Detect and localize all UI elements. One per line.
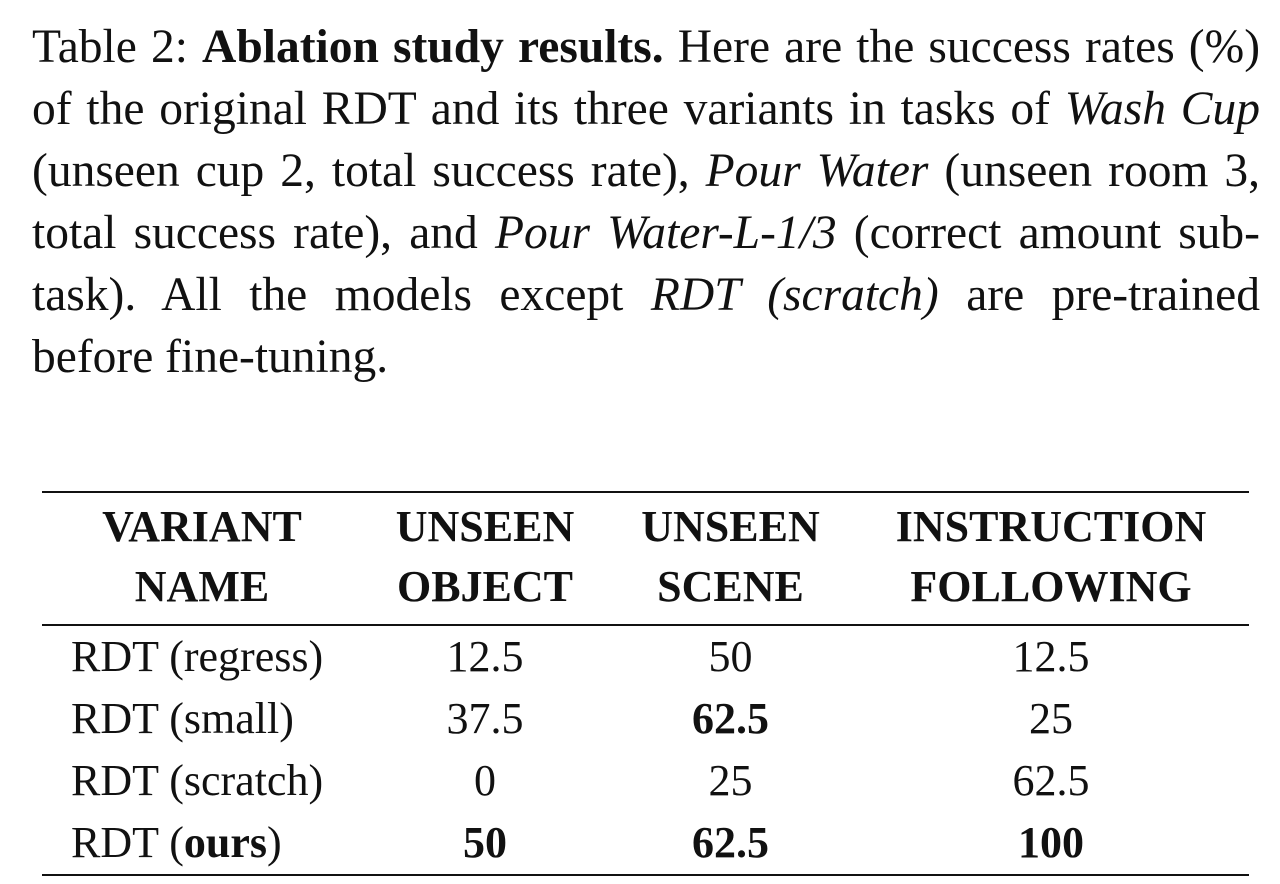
caption-task-wash-cup: Wash Cup — [1064, 83, 1260, 135]
cell-instruction-following: 100 — [1018, 818, 1084, 867]
header-line: UNSEEN — [395, 502, 575, 551]
caption-task-pour-water: Pour Water — [705, 145, 929, 197]
cell-unseen-scene: 62.5 — [692, 694, 769, 743]
caption-model-ref: RDT (scratch) — [650, 269, 939, 321]
variant-suffix: ) — [279, 694, 294, 743]
caption-text-5: are pre-trained before fine-tuning. — [32, 269, 1260, 383]
table-row — [42, 688, 1249, 750]
variant-prefix: RDT ( — [71, 632, 184, 681]
table-caption — [32, 16, 1260, 388]
variant-prefix: RDT ( — [71, 694, 184, 743]
row-variant-name — [42, 812, 362, 875]
variant-label: scratch — [183, 756, 309, 805]
row-variant-name — [42, 688, 362, 750]
cell-unseen-object: 12.5 — [446, 632, 524, 681]
caption-text-3: (unseen room 3, total success rate), and — [32, 145, 1261, 259]
results-table-container — [42, 491, 1249, 876]
cell-instruction-following: 62.5 — [1012, 756, 1090, 805]
header-unseen-scene — [608, 492, 853, 625]
header-line: SCENE — [657, 562, 804, 611]
table-row — [42, 625, 1249, 688]
cell-unseen-object: 37.5 — [446, 694, 524, 743]
header-line: FOLLOWING — [910, 562, 1192, 611]
header-line: VARIANT — [102, 502, 302, 551]
variant-suffix: ) — [266, 818, 282, 867]
table-row — [42, 812, 1249, 875]
caption-text-1: Here are the success rates (%) of the original RDT and its three variants in tasks of — [32, 21, 1261, 135]
variant-label: small — [183, 694, 280, 743]
row-variant-name — [42, 750, 362, 812]
variant-prefix: RDT ( — [71, 818, 184, 867]
variant-prefix: RDT ( — [71, 756, 184, 805]
cell-unseen-scene: 62.5 — [692, 818, 769, 867]
header-line: OBJECT — [396, 562, 574, 611]
caption-text-2: (unseen cup 2, total success rate), — [32, 145, 690, 197]
header-variant-name — [42, 492, 362, 625]
caption-label: Table 2: — [32, 21, 188, 73]
cell-unseen-scene: 25 — [708, 756, 753, 805]
caption-title: Ablation study results. — [202, 21, 664, 73]
variant-suffix: ) — [308, 756, 324, 805]
header-line: UNSEEN — [641, 502, 820, 551]
header-line: NAME — [134, 562, 270, 611]
caption-task-pour-water-l: Pour Water-L-1/3 — [494, 207, 837, 259]
header-instruction-following — [853, 492, 1249, 625]
row-variant-name — [42, 625, 362, 688]
table-row — [42, 750, 1249, 812]
header-unseen-object — [362, 492, 608, 625]
cell-instruction-following: 12.5 — [1012, 632, 1090, 681]
cell-unseen-object: 0 — [474, 756, 496, 805]
variant-label: regress — [183, 632, 309, 681]
cell-unseen-object: 50 — [463, 818, 507, 867]
header-line: INSTRUCTION — [895, 502, 1207, 551]
variant-suffix: ) — [308, 632, 324, 681]
results-table — [42, 491, 1249, 876]
cell-instruction-following: 25 — [1029, 694, 1073, 743]
variant-label: ours — [183, 818, 267, 867]
table-header-row — [42, 492, 1249, 625]
caption-text-4: (correct amount sub-task). All the models except — [32, 207, 1260, 321]
cell-unseen-scene: 50 — [708, 632, 753, 681]
